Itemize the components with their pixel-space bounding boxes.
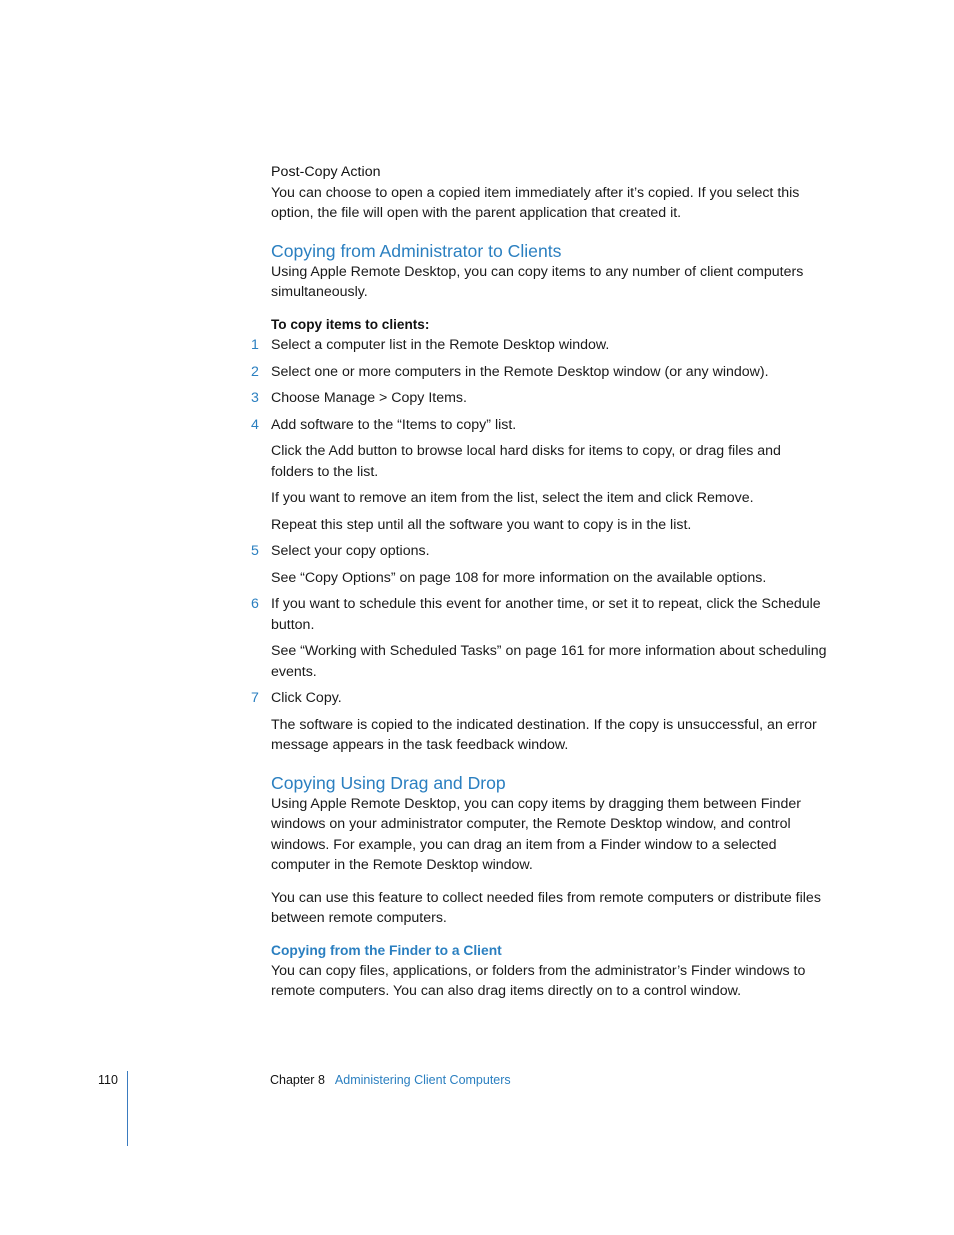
section1-intro: Using Apple Remote Desktop, you can copy items to any number of client computers simultaneously. [271,263,804,300]
step-number: 3 [251,390,259,406]
step-4 [251,415,827,436]
post-copy-body: You can choose to open a copied item immediately after it’s copied. If you select this option, the file will open with the parent application that created it. [271,184,800,221]
step-text: Select your copy options. [271,543,430,559]
step-5-note: See “Copy Options” on page 108 for more information on the available options. [271,569,767,586]
step-text: Add software to the “Items to copy” list. [271,416,517,433]
step-number: 6 [251,596,259,612]
chapter-title: Administering Client Computers [334,1073,511,1087]
page-content [251,162,827,1002]
footer-divider [127,1071,128,1146]
step-number: 1 [251,337,259,353]
chapter-label: Chapter 8 [270,1073,325,1087]
step-7 [251,688,827,709]
step-5 [251,541,827,562]
step-7-note: The software is copied to the indicated destination. If the copy is unsuccessful, an error message appears in the task feedback window. [271,716,817,753]
step-2 [251,362,827,383]
section2-para-2: You can use this feature to collect needed files from remote computers or distribute files between remote computers. [271,889,821,926]
page-number: 110 [98,1073,118,1087]
step-4-note-1: Click the Add button to browse local hard disks for items to copy, or drag files and folders to the list. [271,443,781,480]
step-number: 2 [251,363,259,380]
step-6 [251,594,827,635]
footer-chapter [270,1071,511,1089]
step-text: Choose Manage > Copy Items. [271,390,467,406]
step-text: If you want to schedule this event for another time, or set it to repeat, click the Schedule button. [271,596,821,633]
step-number: 4 [251,416,259,433]
subsection-title-finder-to-client: Copying from the Finder to a Client [271,942,502,958]
step-6-note: See “Working with Scheduled Tasks” on page 161 for more information about scheduling events. [271,643,827,680]
subsection-body: You can copy files, applications, or folders from the administrator’s Finder windows to remote computers. You can also drag items directly on to a control window. [271,962,806,999]
section-title-copying-drag-and-drop: Copying Using Drag and Drop [271,772,506,793]
procedure-label: To copy items to clients: [271,316,430,332]
step-4-note-3: Repeat this step until all the software you want to copy is in the list. [271,516,692,533]
step-number: 7 [251,690,259,706]
step-number: 5 [251,543,259,559]
step-text: Select one or more computers in the Remote Desktop window (or any window). [271,363,769,380]
step-text: Click Copy. [271,690,342,706]
step-3 [251,388,827,409]
post-copy-heading: Post-Copy Action [271,164,381,180]
section2-para-1: Using Apple Remote Desktop, you can copy items by dragging them between Finder windows on your administrator computer, the Remote Desktop window, and control windows. For example, you can drag an item from a Finder window to a selected computer in the Remote Desktop window. [271,795,801,873]
step-4-note-2: If you want to remove an item from the list, select the item and click Remove. [271,490,754,506]
section-title-copying-admin-to-clients: Copying from Administrator to Clients [271,240,562,261]
step-1 [251,335,827,356]
step-text: Select a computer list in the Remote Desktop window. [271,337,610,353]
